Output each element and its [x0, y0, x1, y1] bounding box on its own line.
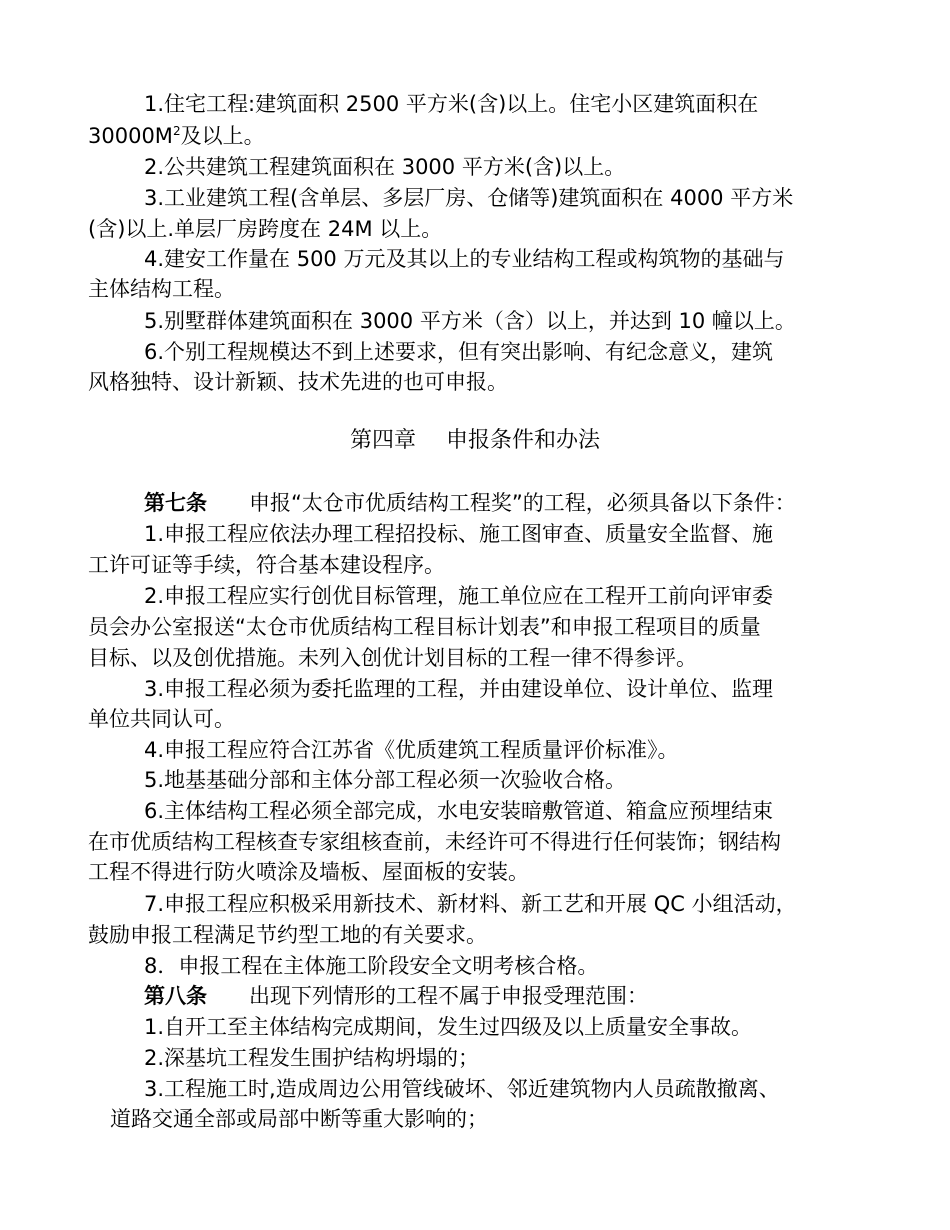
- article-7-line: 目标、以及创优措施。未列入创优计划目标的工程一律不得参评。: [88, 646, 697, 670]
- criterion-5: 5.别墅群体建筑面积在 3000 平方米（含）以上，并达到 10 幢以上。: [144, 309, 796, 333]
- criterion-4-line-2: 主体结构工程。: [88, 277, 235, 301]
- article-7-line: 7.申报工程应积极采用新技术、新材料、新工艺和开展 QC 小组活动，: [144, 892, 797, 916]
- area-unit-superscript: 2: [172, 124, 181, 138]
- criterion-3-line-2: (含)以上.单层厂房跨度在 24M 以上。: [88, 217, 443, 241]
- criterion-1-line-2: [88, 121, 265, 151]
- chapter-title: 申报条件和办法: [446, 428, 601, 453]
- article-8-line: 3.工程施工时,造成周边公用管线破坏、邻近建筑物内人员疏散撤离、: [144, 1077, 780, 1101]
- area-suffix: 及以上。: [180, 124, 265, 148]
- article-7-line: 员会办公室报送“太仓市优质结构工程目标计划表”和申报工程项目的质量: [88, 615, 761, 639]
- article-7-line: 在市优质结构工程核查专家组核查前，未经许可不得进行任何装饰；钢结构: [88, 830, 781, 854]
- chapter-number: 第四章: [349, 428, 416, 453]
- article-7-line: 4.申报工程应符合江苏省《优质建筑工程质量评价标准》。: [144, 738, 679, 762]
- criterion-2: 2.公共建筑工程建筑面积在 3000 平方米(含)以上。: [144, 155, 626, 179]
- article-7-line: 8．申报工程在主体施工阶段安全文明考核合格。: [144, 954, 599, 978]
- article-7-heading: [144, 488, 796, 518]
- article-7-line: 6.主体结构工程必须全部完成，水电安装暗敷管道、箱盒应预埋结束: [144, 799, 774, 823]
- article-7-line: 5.地基基础分部和主体分部工程必须一次验收合格。: [144, 768, 627, 792]
- area-value: 30000M: [88, 124, 173, 148]
- article-7-line: 1.申报工程应依法办理工程招投标、施工图审查、质量安全监督、施: [144, 522, 774, 546]
- criterion-4-line-1: 4.建安工作量在 500 万元及其以上的专业结构工程或构筑物的基础与: [144, 247, 785, 271]
- article-8-line: 1.自开工至主体结构完成期间，发生过四级及以上质量安全事故。: [144, 1015, 753, 1039]
- article-7-line: 3.申报工程必须为委托监理的工程，并由建设单位、设计单位、监理: [144, 677, 774, 701]
- article-8-intro: 出现下列情形的工程不属于申报受理范围：: [249, 984, 648, 1008]
- article-7-line: 鼓励申报工程满足节约型工地的有关要求。: [88, 923, 487, 947]
- article-8-heading: [144, 981, 648, 1011]
- article-8-line: 2.深基坑工程发生围护结构坍塌的；: [144, 1046, 480, 1070]
- article-8-line: 道路交通全部或局部中断等重大影响的；: [110, 1107, 488, 1131]
- criterion-1-line-1: 1.住宅工程:建筑面积 2500 平方米(含)以上。住宅小区建筑面积在: [144, 92, 759, 116]
- criterion-3-line-1: 3.工业建筑工程(含单层、多层厂房、仓储等)建筑面积在 4000 平方米: [144, 186, 794, 210]
- article-7-line: 工许可证等手续，符合基本建设程序。: [88, 553, 445, 577]
- article-8-label: 第八条: [144, 984, 207, 1008]
- article-7-line: 工程不得进行防火喷涂及墙板、屋面板的安装。: [88, 860, 529, 884]
- criterion-6-line-2: 风格独特、设计新颖、技术先进的也可申报。: [88, 370, 508, 394]
- criterion-6-line-1: 6.个别工程规模达不到上述要求，但有突出影响、有纪念意义，建筑: [144, 340, 774, 364]
- article-7-intro: 申报“太仓市优质结构工程奖”的工程，必须具备以下条件：: [249, 491, 796, 515]
- article-7-line: 2.申报工程应实行创优目标管理，施工单位应在工程开工前向评审委: [144, 584, 774, 608]
- article-7-label: 第七条: [144, 491, 207, 515]
- chapter-heading: [0, 426, 950, 456]
- article-7-line: 单位共同认可。: [88, 707, 235, 731]
